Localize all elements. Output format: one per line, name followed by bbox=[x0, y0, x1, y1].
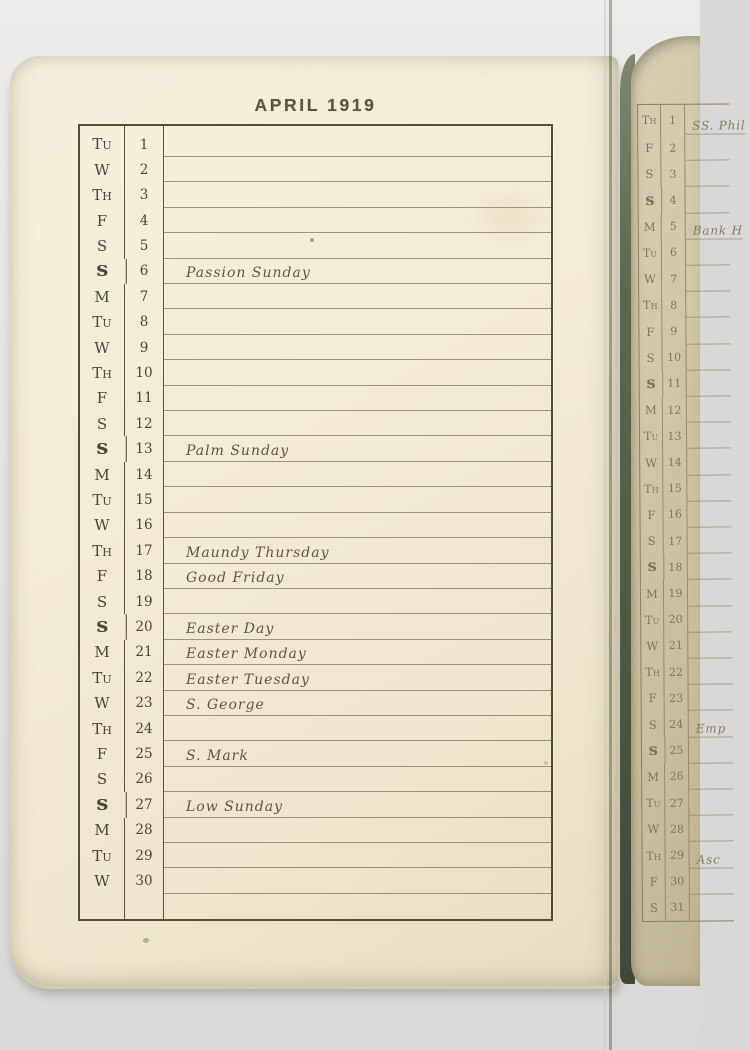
entry-text bbox=[689, 763, 733, 789]
day-abbrev: M bbox=[639, 213, 662, 239]
date-number: 19 bbox=[125, 589, 164, 614]
calendar-row bbox=[641, 527, 732, 554]
day-abbrev: Th bbox=[80, 716, 125, 741]
entry-text bbox=[164, 868, 551, 893]
day-abbrev: F bbox=[643, 869, 666, 895]
date-number: 5 bbox=[125, 233, 164, 258]
date-number: 4 bbox=[662, 187, 686, 213]
diary-left-page bbox=[10, 56, 618, 986]
calendar-row bbox=[638, 104, 746, 135]
day-abbrev: F bbox=[80, 208, 125, 233]
diary-right-page bbox=[631, 36, 746, 986]
entry-text: Low Sunday bbox=[164, 792, 551, 817]
calendar-row bbox=[80, 436, 551, 461]
calendar-row bbox=[642, 711, 733, 738]
calendar-row bbox=[80, 538, 551, 563]
day-abbrev: W bbox=[640, 449, 663, 475]
day-abbrev: Tu bbox=[639, 240, 662, 266]
calendar-row bbox=[80, 462, 551, 487]
entry-text: SS. Phil bbox=[685, 104, 745, 134]
date-number: 17 bbox=[664, 528, 688, 554]
day-abbrev: S bbox=[80, 767, 125, 792]
date-number: 26 bbox=[125, 767, 164, 792]
day-abbrev: M bbox=[642, 764, 665, 790]
calendar-row bbox=[638, 134, 729, 161]
calendar-row bbox=[80, 157, 551, 182]
date-number: 28 bbox=[665, 816, 689, 842]
date-number: 31 bbox=[666, 895, 690, 921]
entry-text bbox=[686, 344, 730, 370]
date-number: 15 bbox=[663, 475, 687, 501]
entry-text: Asc bbox=[690, 842, 734, 868]
date-number: 3 bbox=[661, 161, 685, 187]
calendar-row bbox=[641, 658, 732, 685]
entry-text bbox=[687, 423, 731, 449]
date-number: 12 bbox=[125, 411, 164, 436]
entry-text bbox=[164, 716, 551, 741]
day-abbrev: Th bbox=[638, 105, 661, 135]
day-abbrev: F bbox=[80, 386, 125, 411]
day-abbrev-sunday: S bbox=[641, 738, 665, 764]
calendar-row bbox=[640, 501, 731, 528]
day-abbrev: M bbox=[80, 818, 125, 843]
calendar-row bbox=[80, 233, 551, 258]
entry-text: Palm Sunday bbox=[164, 436, 551, 461]
entry-text bbox=[164, 462, 551, 487]
date-number: 22 bbox=[664, 659, 688, 685]
calendar-row bbox=[80, 386, 551, 411]
date-number: 16 bbox=[125, 513, 164, 538]
calendar-row bbox=[642, 790, 733, 817]
glass-edge-highlight bbox=[604, 0, 606, 1050]
day-abbrev: S bbox=[80, 589, 125, 614]
day-abbrev: Tu bbox=[80, 843, 125, 868]
entry-text: Bank H bbox=[686, 213, 743, 240]
date-number: 27 bbox=[665, 790, 689, 816]
day-abbrev: Th bbox=[80, 182, 125, 207]
calendar-row bbox=[639, 213, 743, 240]
calendar-row bbox=[643, 894, 734, 921]
april-calendar-table bbox=[78, 124, 553, 921]
day-abbrev: F bbox=[638, 135, 661, 161]
day-abbrev-sunday: S bbox=[639, 371, 663, 397]
day-abbrev: S bbox=[80, 233, 125, 258]
calendar-row bbox=[80, 309, 551, 334]
day-abbrev-sunday: S bbox=[638, 187, 662, 213]
day-abbrev: M bbox=[641, 580, 664, 606]
entry-text bbox=[686, 239, 730, 265]
day-abbrev: Tu bbox=[80, 126, 125, 157]
date-number: 13 bbox=[663, 423, 687, 449]
entry-text: Easter Monday bbox=[164, 640, 551, 665]
date-number: 17 bbox=[125, 538, 164, 563]
date-number: 2 bbox=[661, 135, 685, 161]
day-abbrev: M bbox=[80, 284, 125, 309]
date-number: 7 bbox=[125, 284, 164, 309]
entry-text: Easter Day bbox=[164, 614, 551, 639]
date-number: 9 bbox=[662, 318, 686, 344]
date-number: 25 bbox=[665, 737, 689, 763]
entry-text bbox=[164, 513, 551, 538]
calendar-row bbox=[642, 816, 733, 843]
date-number: 14 bbox=[663, 449, 687, 475]
entry-text bbox=[687, 396, 731, 422]
date-number: 11 bbox=[125, 386, 164, 411]
entry-text bbox=[164, 335, 551, 360]
calendar-row bbox=[639, 318, 730, 345]
calendar-row bbox=[641, 554, 732, 581]
entry-text: S. George bbox=[164, 691, 551, 716]
entry-text bbox=[164, 157, 551, 182]
calendar-row bbox=[639, 265, 730, 292]
day-abbrev: Tu bbox=[80, 309, 125, 334]
day-abbrev: W bbox=[80, 335, 125, 360]
entry-text bbox=[164, 767, 551, 792]
calendar-row bbox=[80, 665, 551, 690]
day-abbrev: M bbox=[80, 462, 125, 487]
date-number: 30 bbox=[125, 868, 164, 893]
calendar-row bbox=[80, 360, 551, 385]
entry-text bbox=[688, 606, 732, 632]
entry-text bbox=[164, 843, 551, 868]
calendar-row bbox=[80, 843, 551, 868]
calendar-row bbox=[80, 614, 551, 639]
calendar-row bbox=[80, 259, 551, 284]
date-number: 22 bbox=[125, 665, 164, 690]
calendar-row bbox=[80, 513, 551, 538]
calendar-row bbox=[641, 606, 732, 633]
date-number: 9 bbox=[125, 335, 164, 360]
calendar-row bbox=[80, 818, 551, 843]
day-abbrev-sunday: S bbox=[78, 259, 127, 284]
date-number: 12 bbox=[663, 397, 687, 423]
date-number: 25 bbox=[125, 741, 164, 766]
entry-text bbox=[688, 527, 732, 553]
calendar-row bbox=[641, 632, 732, 659]
day-abbrev: W bbox=[639, 266, 662, 292]
calendar-row bbox=[643, 842, 734, 869]
date-number: 19 bbox=[664, 580, 688, 606]
entry-text bbox=[164, 126, 551, 157]
day-abbrev: Tu bbox=[80, 665, 125, 690]
entry-text bbox=[687, 449, 731, 475]
day-abbrev: F bbox=[80, 564, 125, 589]
date-number: 21 bbox=[664, 633, 688, 659]
calendar-row bbox=[80, 182, 551, 207]
calendar-row bbox=[80, 126, 551, 157]
day-abbrev: S bbox=[641, 528, 664, 554]
entry-text bbox=[687, 501, 731, 527]
day-abbrev bbox=[80, 894, 125, 919]
date-number: 18 bbox=[664, 554, 688, 580]
day-abbrev: S bbox=[638, 161, 661, 187]
calendar-row bbox=[80, 335, 551, 360]
calendar-row bbox=[641, 580, 732, 607]
entry-text bbox=[689, 685, 733, 711]
date-number: 1 bbox=[661, 105, 685, 135]
date-number: 24 bbox=[125, 716, 164, 741]
day-abbrev-sunday: S bbox=[640, 554, 664, 580]
date-number: 8 bbox=[125, 309, 164, 334]
date-number: 27 bbox=[125, 792, 164, 817]
date-number: 20 bbox=[125, 614, 164, 639]
calendar-row bbox=[80, 487, 551, 512]
day-abbrev: Th bbox=[643, 842, 666, 868]
entry-text bbox=[164, 309, 551, 334]
calendar-row bbox=[80, 208, 551, 233]
date-number: 2 bbox=[125, 157, 164, 182]
calendar-row bbox=[642, 685, 733, 712]
date-number: 1 bbox=[125, 126, 164, 157]
entry-text bbox=[164, 284, 551, 309]
day-abbrev: Tu bbox=[80, 487, 125, 512]
date-number: 6 bbox=[662, 240, 686, 266]
calendar-row bbox=[640, 475, 731, 502]
day-abbrev: S bbox=[643, 895, 666, 921]
day-abbrev-sunday: S bbox=[78, 792, 127, 817]
entry-text bbox=[687, 475, 731, 501]
day-abbrev: Tu bbox=[641, 607, 664, 633]
date-number: 11 bbox=[663, 371, 687, 397]
entry-text bbox=[687, 370, 731, 396]
entry-text bbox=[164, 894, 551, 919]
day-abbrev: F bbox=[80, 741, 125, 766]
calendar-row bbox=[639, 187, 730, 214]
date-number: 3 bbox=[125, 182, 164, 207]
calendar-row bbox=[80, 792, 551, 817]
entry-text bbox=[689, 737, 733, 763]
date-number: 20 bbox=[664, 606, 688, 632]
calendar-row bbox=[80, 640, 551, 665]
calendar-row bbox=[640, 423, 731, 450]
date-number: 8 bbox=[662, 292, 686, 318]
entry-text bbox=[164, 818, 551, 843]
day-abbrev: Th bbox=[80, 360, 125, 385]
date-number: 16 bbox=[663, 502, 687, 528]
may-calendar-table bbox=[637, 103, 746, 922]
day-abbrev: Tu bbox=[640, 423, 663, 449]
calendar-row bbox=[638, 161, 729, 188]
calendar-row bbox=[640, 396, 731, 423]
day-abbrev: Th bbox=[641, 659, 664, 685]
entry-text: S. Mark bbox=[164, 741, 551, 766]
entry-text bbox=[688, 580, 732, 606]
date-number: 23 bbox=[125, 691, 164, 716]
entry-text bbox=[690, 868, 734, 894]
day-abbrev: Th bbox=[80, 538, 125, 563]
calendar-row bbox=[80, 564, 551, 589]
entry-text bbox=[164, 360, 551, 385]
entry-text bbox=[686, 187, 730, 213]
calendar-row bbox=[80, 868, 551, 893]
day-abbrev: W bbox=[80, 868, 125, 893]
date-number bbox=[125, 894, 164, 919]
day-abbrev: M bbox=[80, 640, 125, 665]
date-number: 14 bbox=[125, 462, 164, 487]
day-abbrev: S bbox=[80, 411, 125, 436]
day-abbrev: W bbox=[80, 157, 125, 182]
entry-text bbox=[164, 589, 551, 614]
calendar-row bbox=[80, 284, 551, 309]
entry-text bbox=[164, 233, 551, 258]
calendar-row bbox=[80, 589, 551, 614]
calendar-row bbox=[80, 741, 551, 766]
entry-text bbox=[164, 208, 551, 233]
calendar-row bbox=[639, 292, 730, 319]
day-abbrev: W bbox=[80, 691, 125, 716]
ink-fleck bbox=[143, 938, 149, 943]
date-number: 7 bbox=[662, 266, 686, 292]
entry-text bbox=[164, 386, 551, 411]
date-number: 30 bbox=[666, 868, 690, 894]
day-abbrev: Th bbox=[639, 292, 662, 318]
entry-text bbox=[688, 658, 732, 684]
day-abbrev: S bbox=[642, 711, 665, 737]
entry-text bbox=[688, 632, 732, 658]
day-abbrev: W bbox=[641, 633, 664, 659]
calendar-row-blank bbox=[80, 894, 551, 919]
entry-text bbox=[685, 134, 729, 160]
date-number: 23 bbox=[665, 685, 689, 711]
calendar-row bbox=[80, 716, 551, 741]
calendar-row bbox=[80, 767, 551, 792]
glass-edge bbox=[609, 0, 612, 1050]
day-abbrev: F bbox=[640, 502, 663, 528]
date-number: 29 bbox=[666, 842, 690, 868]
day-abbrev: Tu bbox=[642, 790, 665, 816]
calendar-row bbox=[639, 344, 730, 371]
calendar-row bbox=[640, 449, 731, 476]
day-abbrev: Th bbox=[640, 475, 663, 501]
entry-text bbox=[686, 265, 730, 291]
entry-text: Emp bbox=[689, 711, 733, 737]
day-abbrev: S bbox=[639, 344, 662, 370]
day-abbrev-sunday: S bbox=[78, 436, 127, 461]
calendar-row bbox=[640, 370, 731, 397]
date-number: 24 bbox=[665, 711, 689, 737]
entry-text: Easter Tuesday bbox=[164, 665, 551, 690]
page-title: APRIL 1919 bbox=[254, 95, 377, 115]
calendar-row bbox=[639, 239, 730, 266]
calendar-row bbox=[642, 737, 733, 764]
calendar-row bbox=[80, 691, 551, 716]
entry-text bbox=[690, 894, 734, 920]
entry-text bbox=[689, 790, 733, 816]
entry-text: Maundy Thursday bbox=[164, 538, 551, 563]
day-abbrev-sunday: S bbox=[78, 614, 127, 639]
calendar-row bbox=[643, 868, 734, 895]
date-number: 15 bbox=[125, 487, 164, 512]
entry-text bbox=[164, 411, 551, 436]
date-number: 21 bbox=[125, 640, 164, 665]
date-number: 13 bbox=[125, 436, 164, 461]
entry-text bbox=[686, 318, 730, 344]
entry-text bbox=[685, 161, 729, 187]
day-abbrev: W bbox=[642, 816, 665, 842]
calendar-row bbox=[80, 411, 551, 436]
calendar-row bbox=[642, 763, 733, 790]
date-number: 5 bbox=[662, 213, 686, 239]
date-number: 28 bbox=[125, 818, 164, 843]
date-number: 6 bbox=[125, 259, 164, 284]
entry-text bbox=[689, 816, 733, 842]
entry-text bbox=[688, 554, 732, 580]
date-number: 10 bbox=[662, 344, 686, 370]
entry-text: Good Friday bbox=[164, 564, 551, 589]
day-abbrev: M bbox=[640, 397, 663, 423]
entry-text bbox=[164, 487, 551, 512]
date-number: 26 bbox=[665, 764, 689, 790]
entry-text bbox=[164, 182, 551, 207]
entry-text: Passion Sunday bbox=[164, 259, 551, 284]
date-number: 29 bbox=[125, 843, 164, 868]
day-abbrev: F bbox=[642, 685, 665, 711]
day-abbrev: W bbox=[80, 513, 125, 538]
day-abbrev: F bbox=[639, 318, 662, 344]
entry-text bbox=[686, 292, 730, 318]
date-number: 4 bbox=[125, 208, 164, 233]
date-number: 18 bbox=[125, 564, 164, 589]
date-number: 10 bbox=[125, 360, 164, 385]
